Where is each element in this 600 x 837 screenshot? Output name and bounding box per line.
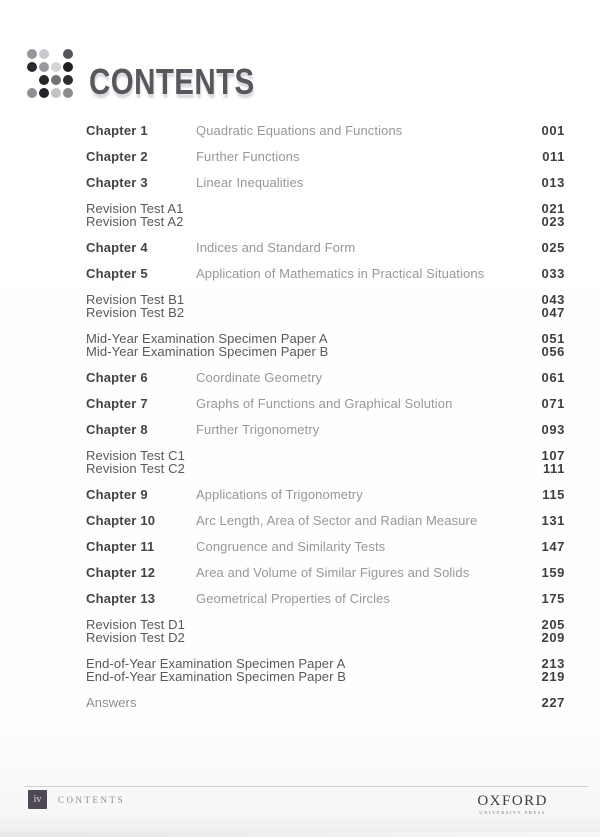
toc-chapter-row [86,488,565,501]
group-page-number: 219 [541,669,565,684]
chapter-page-number: 147 [541,539,565,554]
group-page-number: 111 [542,461,565,476]
chapter-page-number: 013 [541,175,565,190]
logo-dot [63,88,73,98]
group-page-number: 205 [541,617,565,632]
group-label: Revision Test C2 [86,461,185,476]
chapter-label: Chapter 12 [86,565,156,580]
toc-chapter-row [86,592,565,605]
toc-group [86,293,565,319]
chapter-title: Quadratic Equations and Functions [196,123,403,138]
footer-section-label: CONTENTS [58,794,125,805]
logo-dot [39,49,49,59]
chapter-label: Chapter 10 [86,513,156,528]
toc-chapter-row [86,566,565,579]
chapter-title: Indices and Standard Form [196,240,356,255]
chapter-page-number: 071 [541,396,565,411]
group-page-number: 213 [541,656,565,671]
chapter-title: Coordinate Geometry [196,370,323,385]
logo-dot [51,62,61,72]
chapter-label: Chapter 13 [86,591,156,606]
chapter-label: Chapter 8 [86,422,148,437]
chapter-title: Geometrical Properties of Circles [196,591,391,606]
chapter-title: Arc Length, Area of Sector and Radian Measure [196,513,478,528]
toc-group [86,618,565,644]
toc-list [86,124,565,722]
group-label: Mid-Year Examination Specimen Paper B [86,344,329,359]
chapter-title: Congruence and Similarity Tests [196,539,386,554]
logo-dot [27,49,37,59]
chapter-page-number: 001 [541,123,565,138]
toc-chapter-row [86,397,565,410]
logo-dot [27,88,37,98]
chapter-label: Chapter 6 [86,370,148,385]
toc-group-row [86,631,565,644]
chapter-title: Applications of Trigonometry [196,487,363,502]
toc-group-row [86,462,565,475]
logo-dot [63,49,73,59]
group-page-number: 023 [541,214,565,229]
group-page-number: 209 [541,630,565,645]
toc-chapter-row [86,267,565,280]
group-label: Revision Test D2 [86,630,185,645]
chapter-label: Chapter 1 [86,123,148,138]
chapter-page-number: 093 [541,422,565,437]
group-label: Mid-Year Examination Specimen Paper A [86,331,328,346]
chapter-title: Further Trigonometry [196,422,320,437]
dot-matrix-logo-icon [27,49,75,101]
toc-chapter-row [86,540,565,553]
logo-dot [63,62,73,72]
toc-group-row [86,345,565,358]
chapter-page-number: 175 [541,591,565,606]
chapter-label: Chapter 11 [86,539,155,554]
page-title: CONTENTS [89,61,255,102]
toc-chapter-row [86,124,565,137]
toc-chapter-row [86,514,565,527]
group-page-number: 047 [541,305,565,320]
toc-group-row [86,670,565,683]
chapter-title: Linear Inequalities [196,175,304,190]
chapter-label: Chapter 5 [86,266,148,281]
chapter-title: Further Functions [196,149,300,164]
group-label: Revision Test D1 [86,617,185,632]
publisher-subtitle: UNIVERSITY PRESS [479,810,547,815]
group-label: Answers [86,695,137,710]
group-label: Revision Test B1 [86,292,185,307]
group-label: Revision Test A2 [86,214,184,229]
page-number-badge: iv [28,790,47,809]
toc-group-row [86,306,565,319]
footer-divider [25,786,588,787]
group-page-number: 051 [541,331,565,346]
group-label: End-of-Year Examination Specimen Paper B [86,669,347,684]
toc-group [86,696,565,709]
toc-chapter-row [86,241,565,254]
publisher-name: OXFORD [477,793,548,809]
chapter-page-number: 061 [541,370,565,385]
group-page-number: 056 [541,344,565,359]
chapter-page-number: 131 [541,513,565,528]
group-page-number: 021 [541,201,565,216]
group-page-number: 227 [541,695,565,710]
chapter-page-number: 025 [541,240,565,255]
toc-group-row [86,696,565,709]
chapter-page-number: 033 [541,266,565,281]
toc-group [86,202,565,228]
chapter-label: Chapter 9 [86,487,148,502]
group-label: End-of-Year Examination Specimen Paper A [86,656,346,671]
logo-dot [51,88,61,98]
toc-group [86,657,565,683]
chapter-label: Chapter 2 [86,149,148,164]
group-label: Revision Test C1 [86,448,185,463]
logo-dot [39,88,49,98]
toc-chapter-row [86,423,565,436]
toc-group [86,449,565,475]
toc-group [86,332,565,358]
chapter-label: Chapter 3 [86,175,148,190]
footer-left [28,790,125,809]
chapter-page-number: 115 [542,487,565,502]
group-page-number: 107 [541,448,565,463]
group-page-number: 043 [541,292,565,307]
scan-edge-shadow [0,832,600,837]
group-label: Revision Test A1 [86,201,184,216]
logo-dot [39,62,49,72]
chapter-label: Chapter 7 [86,396,148,411]
chapter-label: Chapter 4 [86,240,148,255]
chapter-page-number: 011 [542,149,565,164]
publisher-logo [477,794,548,815]
chapter-title: Graphs of Functions and Graphical Solution [196,396,453,411]
toc-chapter-row [86,371,565,384]
toc-chapter-row [86,176,565,189]
logo-dot [39,75,49,85]
chapter-title: Area and Volume of Similar Figures and Solids [196,565,470,580]
chapter-page-number: 159 [541,565,565,580]
chapter-title: Application of Mathematics in Practical Situations [196,266,485,281]
toc-chapter-row [86,150,565,163]
logo-dot [63,75,73,85]
page-header [27,47,291,101]
toc-group-row [86,215,565,228]
group-label: Revision Test B2 [86,305,185,320]
logo-dot [27,62,37,72]
logo-dot [51,75,61,85]
